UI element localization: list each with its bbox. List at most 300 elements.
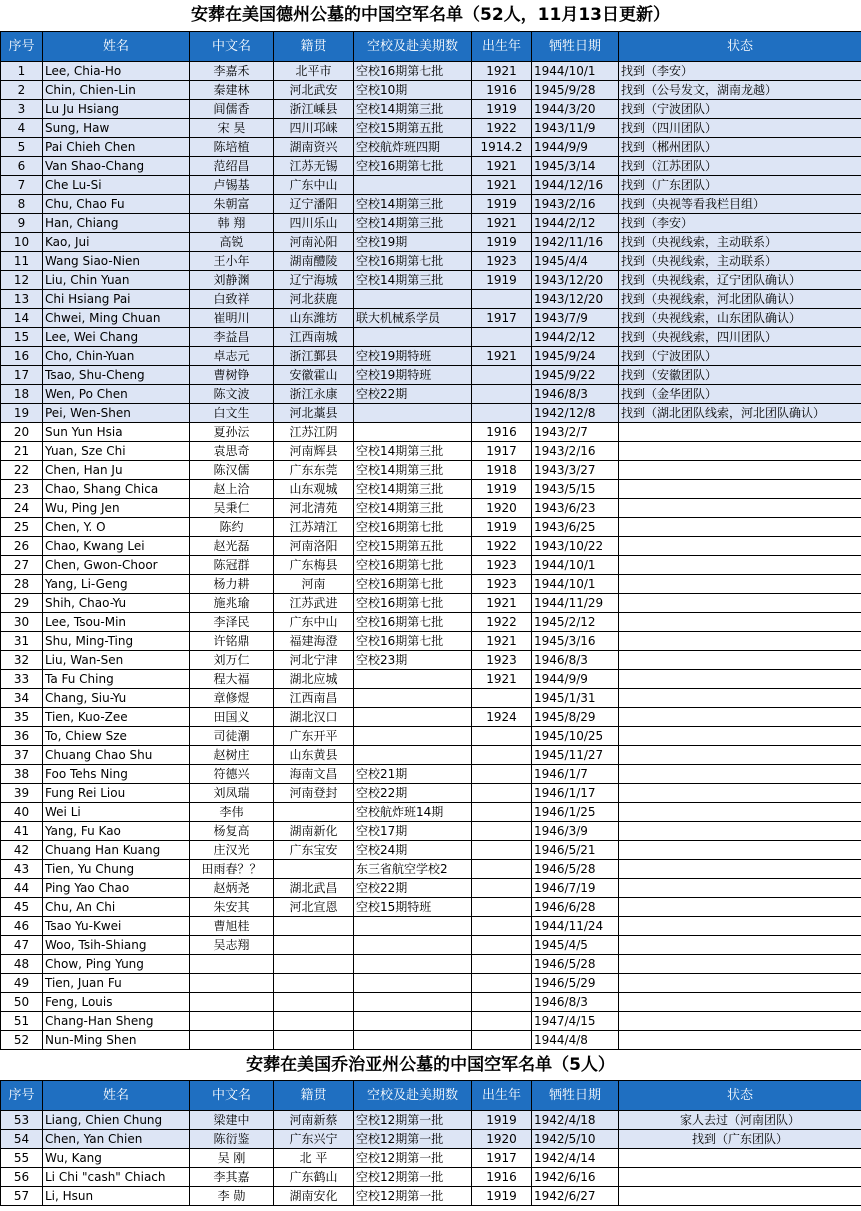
cell-name: Foo Tehs Ning	[43, 765, 190, 784]
cell-birth-year: 1916	[472, 1168, 532, 1187]
cell-birth-year: 1919	[472, 233, 532, 252]
cell-death-date: 1946/5/29	[532, 974, 619, 993]
cell-death-date: 1944/10/1	[532, 575, 619, 594]
header-death-date: 牺牲日期	[532, 1081, 619, 1111]
table-row	[1, 727, 861, 746]
cell-status	[619, 708, 861, 727]
cell-birth-year	[472, 917, 532, 936]
cell-death-date: 1943/6/25	[532, 518, 619, 537]
cell-origin: 广东梅县	[274, 556, 354, 575]
table-row	[1, 765, 861, 784]
table-row	[1, 955, 861, 974]
cell-origin	[274, 955, 354, 974]
cell-name: To, Chiew Sze	[43, 727, 190, 746]
cell-chinese-name: 秦建林	[190, 81, 274, 100]
cell-no: 45	[1, 898, 43, 917]
cell-origin: 江苏武进	[274, 594, 354, 613]
cell-name: Wu, Kang	[43, 1149, 190, 1168]
cell-school: 空校12期第一批	[354, 1187, 472, 1206]
cell-no: 37	[1, 746, 43, 765]
cell-name: Wei Li	[43, 803, 190, 822]
table-row	[1, 1111, 861, 1130]
header-status: 状态	[619, 1081, 861, 1111]
cell-chinese-name: 吴 刚	[190, 1149, 274, 1168]
cell-status: 找到（宁波团队）	[619, 347, 861, 366]
cell-origin: 湖南新化	[274, 822, 354, 841]
cell-origin: 山东潍坊	[274, 309, 354, 328]
cell-origin: 江西南城	[274, 328, 354, 347]
cell-origin	[274, 917, 354, 936]
cell-death-date: 1944/9/9	[532, 138, 619, 157]
cell-name: Chao, Shang Chica	[43, 480, 190, 499]
cell-status: 找到（湖北团队线索，河北团队确认）	[619, 404, 861, 423]
cell-chinese-name: 卓志元	[190, 347, 274, 366]
table-row	[1, 860, 861, 879]
cell-no: 16	[1, 347, 43, 366]
cell-no: 5	[1, 138, 43, 157]
table-row	[1, 404, 861, 423]
cell-origin: 湖北武昌	[274, 879, 354, 898]
cell-name: Lee, Wei Chang	[43, 328, 190, 347]
cell-name: Chuang Chao Shu	[43, 746, 190, 765]
table-row	[1, 271, 861, 290]
cell-birth-year	[472, 936, 532, 955]
cell-status	[619, 841, 861, 860]
cell-birth-year: 1919	[472, 1187, 532, 1206]
cell-no: 12	[1, 271, 43, 290]
cell-chinese-name: 李益昌	[190, 328, 274, 347]
cell-origin: 广东中山	[274, 613, 354, 632]
cell-status	[619, 784, 861, 803]
cell-name: Yang, Li-Geng	[43, 575, 190, 594]
cell-death-date: 1946/6/28	[532, 898, 619, 917]
cell-death-date: 1945/11/27	[532, 746, 619, 765]
cell-origin: 安徽霍山	[274, 366, 354, 385]
cell-name: Chuang Han Kuang	[43, 841, 190, 860]
cell-no: 6	[1, 157, 43, 176]
cell-no: 8	[1, 195, 43, 214]
cell-chinese-name: 符德兴	[190, 765, 274, 784]
cell-origin: 北平市	[274, 62, 354, 81]
cell-chinese-name: 吴志翔	[190, 936, 274, 955]
section-title: 安葬在美国乔治亚州公墓的中国空军名单（5人）	[246, 1055, 615, 1075]
cell-name: Fung Rei Liou	[43, 784, 190, 803]
cell-school: 空校22期	[354, 385, 472, 404]
table-body	[1, 1111, 861, 1206]
cell-status	[619, 765, 861, 784]
table-row	[1, 803, 861, 822]
cell-death-date: 1943/12/20	[532, 271, 619, 290]
cell-school: 空校航炸班四期	[354, 138, 472, 157]
cell-death-date: 1946/5/28	[532, 860, 619, 879]
cell-death-date: 1946/3/9	[532, 822, 619, 841]
cell-chinese-name: 陈冠群	[190, 556, 274, 575]
cell-school: 空校16期第七批	[354, 252, 472, 271]
table-row	[1, 81, 861, 100]
cell-school: 空校16期第七批	[354, 556, 472, 575]
cell-origin: 海南文昌	[274, 765, 354, 784]
cell-school: 空校14期第三批	[354, 100, 472, 119]
cell-school: 空校14期第三批	[354, 461, 472, 480]
table-row	[1, 879, 861, 898]
cell-status	[619, 746, 861, 765]
cell-no: 36	[1, 727, 43, 746]
cell-name: Chin, Chien-Lin	[43, 81, 190, 100]
cell-death-date: 1944/10/1	[532, 62, 619, 81]
header-origin: 籍贯	[274, 1081, 354, 1111]
cell-death-date: 1945/9/28	[532, 81, 619, 100]
table-row	[1, 366, 861, 385]
header-death-date: 牺牲日期	[532, 32, 619, 62]
cell-school	[354, 423, 472, 442]
cell-no: 1	[1, 62, 43, 81]
cell-status	[619, 651, 861, 670]
cell-name: Pei, Wen-Shen	[43, 404, 190, 423]
header-chinese-name: 中文名	[190, 1081, 274, 1111]
cell-death-date: 1946/5/21	[532, 841, 619, 860]
table-row	[1, 708, 861, 727]
table-row	[1, 1012, 861, 1031]
cell-status	[619, 613, 861, 632]
cell-chinese-name: 高锐	[190, 233, 274, 252]
cell-no: 23	[1, 480, 43, 499]
cell-origin: 河南辉县	[274, 442, 354, 461]
cell-origin: 湖南安化	[274, 1187, 354, 1206]
cell-school: 空校22期	[354, 879, 472, 898]
cell-no: 27	[1, 556, 43, 575]
cell-chinese-name: 李 勋	[190, 1187, 274, 1206]
cell-chinese-name: 夏孙沄	[190, 423, 274, 442]
cell-origin: 浙江嵊县	[274, 100, 354, 119]
cell-origin: 广东东莞	[274, 461, 354, 480]
cell-status	[619, 670, 861, 689]
cell-status: 找到（四川团队）	[619, 119, 861, 138]
table-row	[1, 1130, 861, 1149]
cell-name: Sung, Haw	[43, 119, 190, 138]
cell-death-date: 1943/3/27	[532, 461, 619, 480]
table-body	[1, 62, 861, 1050]
cell-name: Lu Ju Hsiang	[43, 100, 190, 119]
cell-birth-year: 1921	[472, 632, 532, 651]
cell-school: 空校12期第一批	[354, 1130, 472, 1149]
cell-death-date: 1946/5/28	[532, 955, 619, 974]
roster-table-georgia	[0, 1080, 861, 1206]
cell-birth-year: 1924	[472, 708, 532, 727]
table-row	[1, 214, 861, 233]
cell-origin: 湖北汉口	[274, 708, 354, 727]
cell-origin: 广东开平	[274, 727, 354, 746]
cell-death-date: 1942/12/8	[532, 404, 619, 423]
cell-status: 找到（公号发文，湖南龙越）	[619, 81, 861, 100]
cell-chinese-name: 闾儒香	[190, 100, 274, 119]
cell-death-date: 1942/4/18	[532, 1111, 619, 1130]
cell-no: 53	[1, 1111, 43, 1130]
table-row	[1, 784, 861, 803]
cell-school: 空校16期第七批	[354, 518, 472, 537]
cell-no: 17	[1, 366, 43, 385]
header-status: 状态	[619, 32, 861, 62]
cell-no: 35	[1, 708, 43, 727]
table-row	[1, 613, 861, 632]
cell-no: 44	[1, 879, 43, 898]
cell-birth-year: 1920	[472, 499, 532, 518]
table-row	[1, 499, 861, 518]
cell-school	[354, 1012, 472, 1031]
cell-status	[619, 537, 861, 556]
cell-death-date: 1946/1/7	[532, 765, 619, 784]
cell-birth-year: 1921	[472, 62, 532, 81]
cell-birth-year: 1919	[472, 1111, 532, 1130]
cell-no: 49	[1, 974, 43, 993]
cell-origin	[274, 974, 354, 993]
cell-birth-year: 1921	[472, 157, 532, 176]
cell-no: 26	[1, 537, 43, 556]
table-row	[1, 385, 861, 404]
cell-chinese-name: 陈汉儒	[190, 461, 274, 480]
cell-origin: 河北武安	[274, 81, 354, 100]
cell-chinese-name	[190, 993, 274, 1012]
cell-school: 空校14期第三批	[354, 480, 472, 499]
cell-death-date: 1945/2/12	[532, 613, 619, 632]
cell-death-date: 1945/9/22	[532, 366, 619, 385]
cell-origin: 广东鹤山	[274, 1168, 354, 1187]
cell-death-date: 1945/9/24	[532, 347, 619, 366]
cell-origin: 四川乐山	[274, 214, 354, 233]
cell-chinese-name: 田国义	[190, 708, 274, 727]
cell-school	[354, 404, 472, 423]
cell-chinese-name: 陈培植	[190, 138, 274, 157]
cell-name: Chang, Siu-Yu	[43, 689, 190, 708]
cell-school: 空校19期特班	[354, 347, 472, 366]
cell-school	[354, 328, 472, 347]
cell-school: 空校12期第一批	[354, 1111, 472, 1130]
cell-status	[619, 423, 861, 442]
cell-name: Woo, Tsih-Shiang	[43, 936, 190, 955]
cell-status	[619, 461, 861, 480]
cell-school: 空校航炸班14期	[354, 803, 472, 822]
table-header-row	[1, 1081, 861, 1111]
cell-death-date: 1944/2/12	[532, 214, 619, 233]
cell-origin: 河北宁津	[274, 651, 354, 670]
cell-name: Lee, Chia-Ho	[43, 62, 190, 81]
table-row	[1, 689, 861, 708]
cell-status	[619, 575, 861, 594]
cell-chinese-name: 白文生	[190, 404, 274, 423]
cell-origin	[274, 1031, 354, 1050]
cell-school	[354, 689, 472, 708]
cell-birth-year	[472, 1012, 532, 1031]
cell-status: 找到（央视线索，山东团队确认）	[619, 309, 861, 328]
cell-status: 找到（广东团队）	[619, 176, 861, 195]
cell-no: 18	[1, 385, 43, 404]
cell-birth-year	[472, 803, 532, 822]
cell-no: 20	[1, 423, 43, 442]
cell-origin: 河南沁阳	[274, 233, 354, 252]
cell-origin: 河南洛阳	[274, 537, 354, 556]
cell-origin: 湖北应城	[274, 670, 354, 689]
cell-name: Liang, Chien Chung	[43, 1111, 190, 1130]
cell-status: 找到（广东团队）	[619, 1130, 861, 1149]
cell-birth-year: 1917	[472, 1149, 532, 1168]
cell-death-date: 1944/11/24	[532, 917, 619, 936]
cell-no: 13	[1, 290, 43, 309]
cell-school: 空校24期	[354, 841, 472, 860]
cell-status: 家人去过（河南团队）	[619, 1111, 861, 1130]
cell-origin: 江苏无锡	[274, 157, 354, 176]
cell-name: Chen, Han Ju	[43, 461, 190, 480]
cell-death-date: 1943/12/20	[532, 290, 619, 309]
cell-chinese-name: 刘万仁	[190, 651, 274, 670]
cell-school: 空校12期第一批	[354, 1149, 472, 1168]
cell-chinese-name: 司徒潮	[190, 727, 274, 746]
cell-school: 空校15期特班	[354, 898, 472, 917]
cell-school: 空校16期第七批	[354, 62, 472, 81]
cell-status	[619, 632, 861, 651]
table-row	[1, 974, 861, 993]
cell-death-date: 1943/5/15	[532, 480, 619, 499]
header-school: 空校及赴美期数	[354, 1081, 472, 1111]
cell-chinese-name: 崔明川	[190, 309, 274, 328]
cell-no: 31	[1, 632, 43, 651]
cell-chinese-name: 施兆瑜	[190, 594, 274, 613]
table-row	[1, 233, 861, 252]
cell-chinese-name: 李嘉禾	[190, 62, 274, 81]
table-row	[1, 442, 861, 461]
cell-origin	[274, 1012, 354, 1031]
cell-no: 25	[1, 518, 43, 537]
cell-no: 33	[1, 670, 43, 689]
cell-no: 34	[1, 689, 43, 708]
cell-school: 空校14期第三批	[354, 499, 472, 518]
cell-no: 21	[1, 442, 43, 461]
cell-origin	[274, 936, 354, 955]
cell-chinese-name: 李其嘉	[190, 1168, 274, 1187]
cell-chinese-name	[190, 955, 274, 974]
cell-chinese-name: 章修煜	[190, 689, 274, 708]
cell-chinese-name: 袁思奇	[190, 442, 274, 461]
cell-death-date: 1946/8/3	[532, 651, 619, 670]
cell-death-date: 1943/2/16	[532, 195, 619, 214]
cell-name: Tien, Kuo-Zee	[43, 708, 190, 727]
cell-birth-year: 1917	[472, 442, 532, 461]
cell-school: 空校16期第七批	[354, 594, 472, 613]
table-row	[1, 917, 861, 936]
cell-status: 找到（李安）	[619, 62, 861, 81]
cell-origin: 河北获鹿	[274, 290, 354, 309]
cell-birth-year	[472, 366, 532, 385]
table-row	[1, 632, 861, 651]
header-name: 姓名	[43, 1081, 190, 1111]
cell-school	[354, 936, 472, 955]
table-row	[1, 62, 861, 81]
cell-birth-year: 1921	[472, 594, 532, 613]
cell-origin: 四川邛崃	[274, 119, 354, 138]
cell-birth-year	[472, 1031, 532, 1050]
cell-name: Chow, Ping Yung	[43, 955, 190, 974]
cell-chinese-name: 梁建中	[190, 1111, 274, 1130]
cell-school: 空校19期特班	[354, 366, 472, 385]
cell-chinese-name: 杨力耕	[190, 575, 274, 594]
table-row	[1, 1149, 861, 1168]
cell-school: 东三省航空学校2	[354, 860, 472, 879]
cell-status: 找到（宁波团队）	[619, 100, 861, 119]
cell-name: Tsao Yu-Kwei	[43, 917, 190, 936]
cell-chinese-name: 范绍昌	[190, 157, 274, 176]
cell-name: Ta Fu Ching	[43, 670, 190, 689]
cell-death-date: 1942/5/10	[532, 1130, 619, 1149]
cell-status	[619, 955, 861, 974]
cell-name: Shu, Ming-Ting	[43, 632, 190, 651]
cell-school: 空校15期第五批	[354, 537, 472, 556]
cell-death-date: 1943/2/16	[532, 442, 619, 461]
cell-death-date: 1942/4/14	[532, 1149, 619, 1168]
cell-origin: 北 平	[274, 1149, 354, 1168]
cell-status	[619, 1187, 861, 1206]
cell-chinese-name: 李伟	[190, 803, 274, 822]
cell-no: 28	[1, 575, 43, 594]
cell-birth-year: 1914.2	[472, 138, 532, 157]
cell-name: Lee, Tsou-Min	[43, 613, 190, 632]
cell-origin	[274, 803, 354, 822]
cell-birth-year	[472, 404, 532, 423]
cell-school: 空校12期第一批	[354, 1168, 472, 1187]
cell-chinese-name	[190, 1012, 274, 1031]
cell-birth-year: 1920	[472, 1130, 532, 1149]
cell-status	[619, 993, 861, 1012]
cell-no: 30	[1, 613, 43, 632]
table-row	[1, 176, 861, 195]
cell-origin: 广东宝安	[274, 841, 354, 860]
cell-death-date: 1946/8/3	[532, 385, 619, 404]
cell-birth-year	[472, 898, 532, 917]
cell-name: Pai Chieh Chen	[43, 138, 190, 157]
table-row	[1, 1031, 861, 1050]
table-row	[1, 195, 861, 214]
cell-no: 47	[1, 936, 43, 955]
cell-birth-year: 1916	[472, 81, 532, 100]
cell-name: Han, Chiang	[43, 214, 190, 233]
cell-origin	[274, 993, 354, 1012]
cell-status	[619, 898, 861, 917]
cell-school: 空校14期第三批	[354, 195, 472, 214]
cell-death-date: 1946/1/25	[532, 803, 619, 822]
cell-status: 找到（央视线索，主动联系）	[619, 252, 861, 271]
cell-name: Ping Yao Chao	[43, 879, 190, 898]
table-row	[1, 670, 861, 689]
cell-no: 41	[1, 822, 43, 841]
cell-no: 54	[1, 1130, 43, 1149]
table-row	[1, 309, 861, 328]
table-row	[1, 1168, 861, 1187]
cell-status: 找到（央视线索，辽宁团队确认）	[619, 271, 861, 290]
cell-name: Wen, Po Chen	[43, 385, 190, 404]
table-row	[1, 651, 861, 670]
cell-birth-year: 1919	[472, 271, 532, 290]
table-row	[1, 841, 861, 860]
table-row	[1, 252, 861, 271]
cell-death-date: 1944/11/29	[532, 594, 619, 613]
cell-name: Chao, Kwang Lei	[43, 537, 190, 556]
cell-no: 52	[1, 1031, 43, 1050]
cell-birth-year	[472, 784, 532, 803]
cell-name: Yuan, Sze Chi	[43, 442, 190, 461]
cell-no: 19	[1, 404, 43, 423]
table-header-row	[1, 32, 861, 62]
cell-chinese-name: 曹树铮	[190, 366, 274, 385]
cell-no: 4	[1, 119, 43, 138]
table-row	[1, 157, 861, 176]
cell-chinese-name: 韩 翔	[190, 214, 274, 233]
